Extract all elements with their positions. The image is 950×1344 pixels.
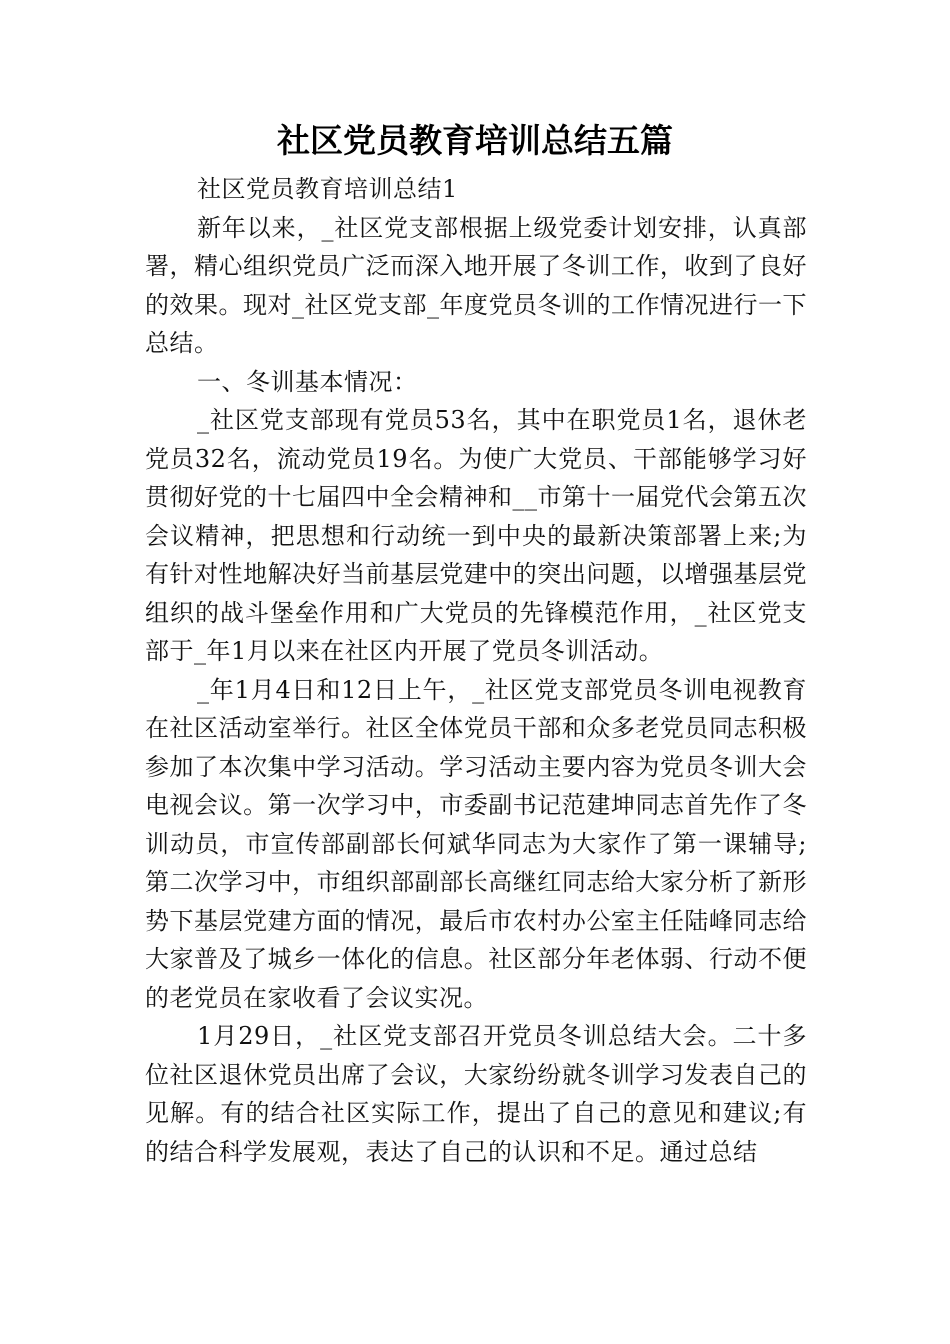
section-heading: 社区党员教育培训总结1	[197, 175, 458, 203]
subsection-heading: 一、冬训基本情况：	[197, 367, 418, 396]
document-title: 社区党员教育培训总结五篇	[277, 121, 673, 160]
paragraph: 新年以来，_社区党支部根据上级党委计划安排，认真部署，精心组织党员广泛而深入地开展了冬训工作，收到了良好的效果。现对_社区党支部_年度党员冬训的工作情况进行一下总结。	[145, 213, 807, 357]
paragraph: _年1月4日和12日上午，_社区党支部党员冬训电视教育在社区活动室举行。社区全体党员干部和众多老党员同志积极参加了本次集中学习活动。学习活动主要内容为党员冬训大会电视会议。第一次学习中，市委副书记范建坤同志首先作了冬训动员，市宣传部副部长何斌华同志为大家作了第一课辅导;第二次学习中，市组织部副部长高继红同志给大家分析了新形势下基层党建方面的情况，最后市农村办公室主任陆峰同志给大家普及了城乡一体化的信息。社区部分年老体弱、行动不便的老党员在家收看了会议实况。	[145, 675, 807, 1012]
paragraph: 1月29日，_社区党支部召开党员冬训总结大会。二十多位社区退休党员出席了会议，大家纷纷就冬训学习发表自己的见解。有的结合社区实际工作，提出了自己的意见和建议;有的结合科学发展观，表达了自己的认识和不足。通过总结	[145, 1022, 807, 1166]
paragraph: _社区党支部现有党员53名，其中在职党员1名，退休老党员32名，流动党员19名。为使广大党员、干部能够学习好贯彻好党的十七届四中全会精神和__市第十一届党代会第五次会议精神，把思想和行动统一到中央的最新决策部署上来;为有针对性地解决好当前基层党建中的突出问题，以增强基层党组织的战斗堡垒作用和广大党员的先锋模范作用，_社区党支部于_年1月以来在社区内开展了党员冬训活动。	[145, 406, 807, 665]
document-body	[145, 170, 807, 1171]
